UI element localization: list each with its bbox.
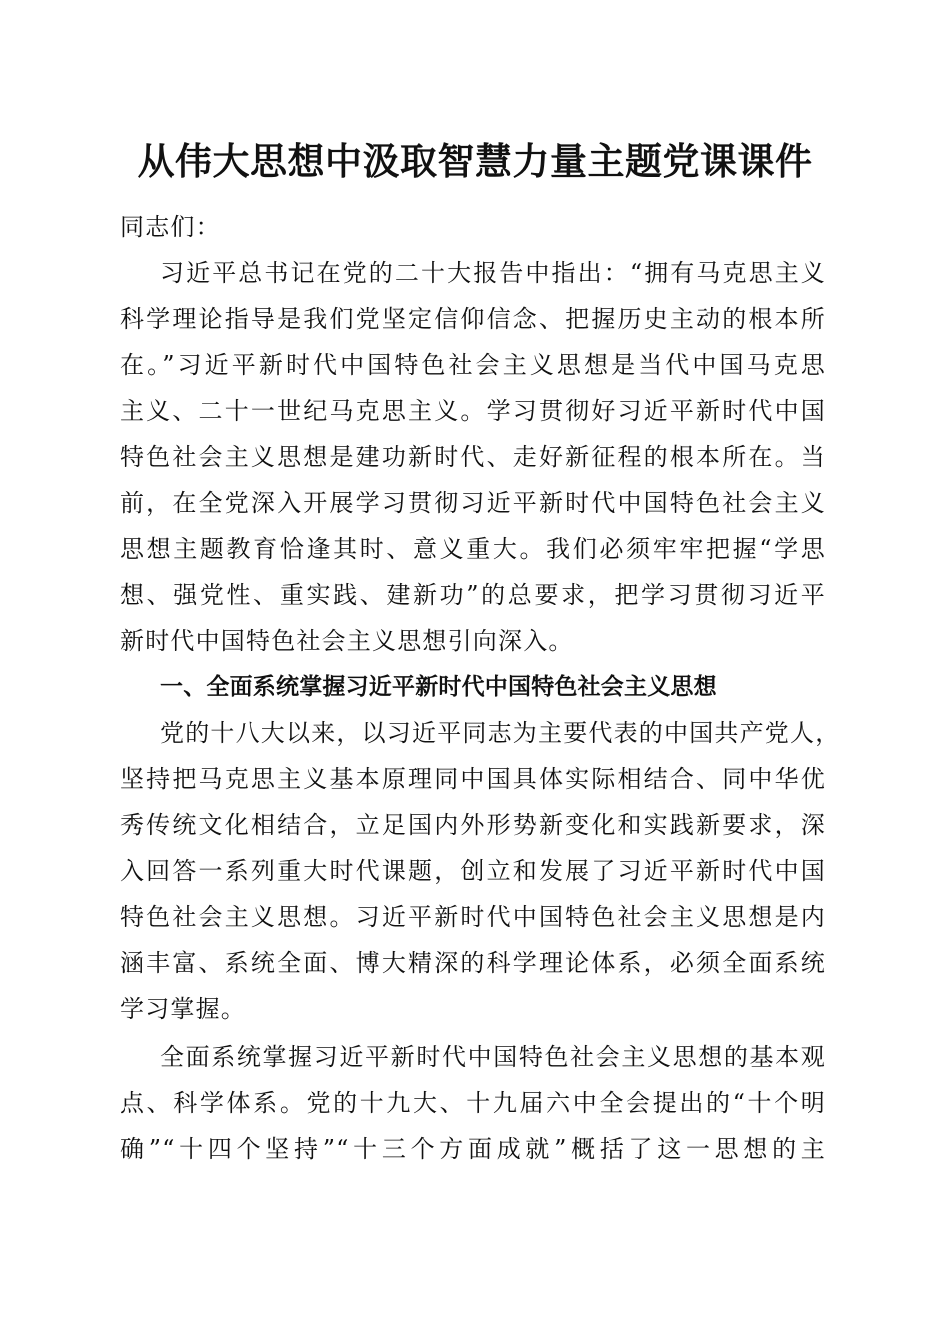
paragraph-line: 入回答一系列重大时代课题，创立和发展了习近平新时代中国 <box>120 857 826 885</box>
salutation: 同志们： <box>120 213 221 241</box>
paragraph-basic-views <box>120 1034 826 1172</box>
paragraph-line: 科学理论指导是我们党坚定信仰信念、把握历史主动的根本所 <box>120 305 826 333</box>
paragraph-line: 特色社会主义思想是建功新时代、走好新征程的根本所在。当 <box>120 443 826 471</box>
paragraph-line: 新时代中国特色社会主义思想引向深入。 <box>120 627 574 655</box>
paragraph-line: 涵丰富、系统全面、博大精深的科学理论体系，必须全面系统 <box>120 949 826 977</box>
paragraph-line: 前，在全党深入开展学习贯彻习近平新时代中国特色社会主义 <box>120 489 826 517</box>
paragraph-line: 主义、二十一世纪马克思主义。学习贯彻好习近平新时代中国 <box>120 397 826 425</box>
paragraph-line: 习近平总书记在党的二十大报告中指出：“拥有马克思主义 <box>160 259 826 287</box>
paragraph-line: 特色社会主义思想。习近平新时代中国特色社会主义思想是内 <box>120 903 826 931</box>
paragraph-section-one <box>120 710 841 1032</box>
paragraph-line: 全面系统掌握习近平新时代中国特色社会主义思想的基本观 <box>160 1043 826 1071</box>
paragraph-line: 坚持把马克思主义基本原理同中国具体实际相结合、同中华优 <box>120 765 826 793</box>
paragraph-line: 思想主题教育恰逢其时、意义重大。我们必须牢牢把握“学思 <box>120 535 826 563</box>
paragraph-intro <box>120 250 826 664</box>
paragraph-line: 在。”习近平新时代中国特色社会主义思想是当代中国马克思 <box>120 351 826 379</box>
paragraph-line: 确”“十四个坚持”“十三个方面成就”概括了这一思想的主 <box>120 1135 826 1163</box>
paragraph-line: 党的十八大以来，以习近平同志为主要代表的中国共产党人， <box>160 719 841 747</box>
paragraph-line: 点、科学体系。党的十九大、十九届六中全会提出的“十个明 <box>120 1089 826 1117</box>
section-heading: 一、全面系统掌握习近平新时代中国特色社会主义思想 <box>160 674 717 700</box>
document-body <box>120 204 841 1172</box>
document-title: 从伟大思想中汲取智慧力量主题党课课件 <box>137 139 813 183</box>
paragraph-line: 学习掌握。 <box>120 995 246 1023</box>
paragraph-line: 想、强党性、重实践、建新功”的总要求，把学习贯彻习近平 <box>120 581 826 609</box>
paragraph-line: 秀传统文化相结合，立足国内外形势新变化和实践新要求，深 <box>120 811 826 839</box>
